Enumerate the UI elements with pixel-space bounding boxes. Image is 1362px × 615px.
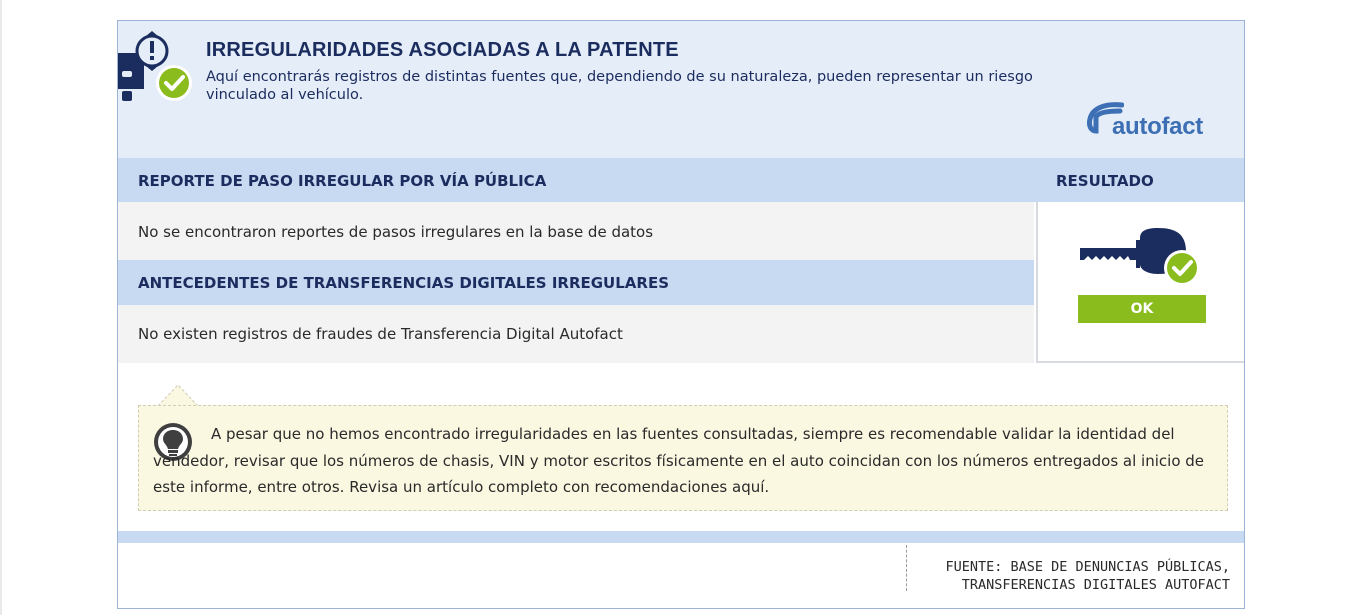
left-border [0,0,2,615]
section2-header: ANTECEDENTES DE TRANSFERENCIAS DIGITALES IRREGULARES [138,274,670,292]
tip-text: A pesar que no hemos encontrado irregularidades en las fuentes consultadas, siempre es recomendable validar la identidad del vendedor, revisar que los números de chasis, VIN y motor escritos físicamente en el auto coincidan con los números entregados al inicio de este informe, entre otros. Revisa un artículo completo con recomendaciones aquí. [153,425,1205,496]
source-line-1: FUENTE: BASE DE DENUNCIAS PÚBLICAS, [945,559,1230,575]
autofact-logo-text: autofact [1112,113,1203,140]
page-title: IRREGULARIDADES ASOCIADAS A LA PATENTE [206,39,679,61]
ok-badge: OK [1078,295,1206,323]
page-subtitle: Aquí encontrarás registros de distintas fuentes que, dependiendo de su naturaleza, pueden representar un riesgo vinculado al vehículo. [206,69,1033,103]
section2-row [118,305,1034,363]
section2-header-row [118,260,1034,305]
result-header: RESULTADO [1056,172,1154,190]
tip-pointer [158,384,198,406]
section1-text: No se encontraron reportes de pasos irregulares en la base de datos [138,223,654,241]
car-warning-check-icon [118,31,198,111]
key-check-icon [1078,226,1208,288]
section2-text: No existen registros de fraudes de Transferencia Digital Autofact [138,325,623,343]
result-cell [1036,202,1245,363]
recommendation-tip [138,405,1228,511]
irregularities-card [117,20,1245,609]
section-header [118,21,1245,158]
section1-row [118,202,1034,260]
footer-band [118,531,1245,543]
section1-header: REPORTE DE PASO IRREGULAR POR VÍA PÚBLICA [138,172,547,190]
footer-separator [906,545,908,591]
autofact-logo [1084,101,1224,145]
source-line-2: TRANSFERENCIAS DIGITALES AUTOFACT [961,577,1230,593]
source-note [910,558,1230,594]
table-header-row [118,158,1245,202]
